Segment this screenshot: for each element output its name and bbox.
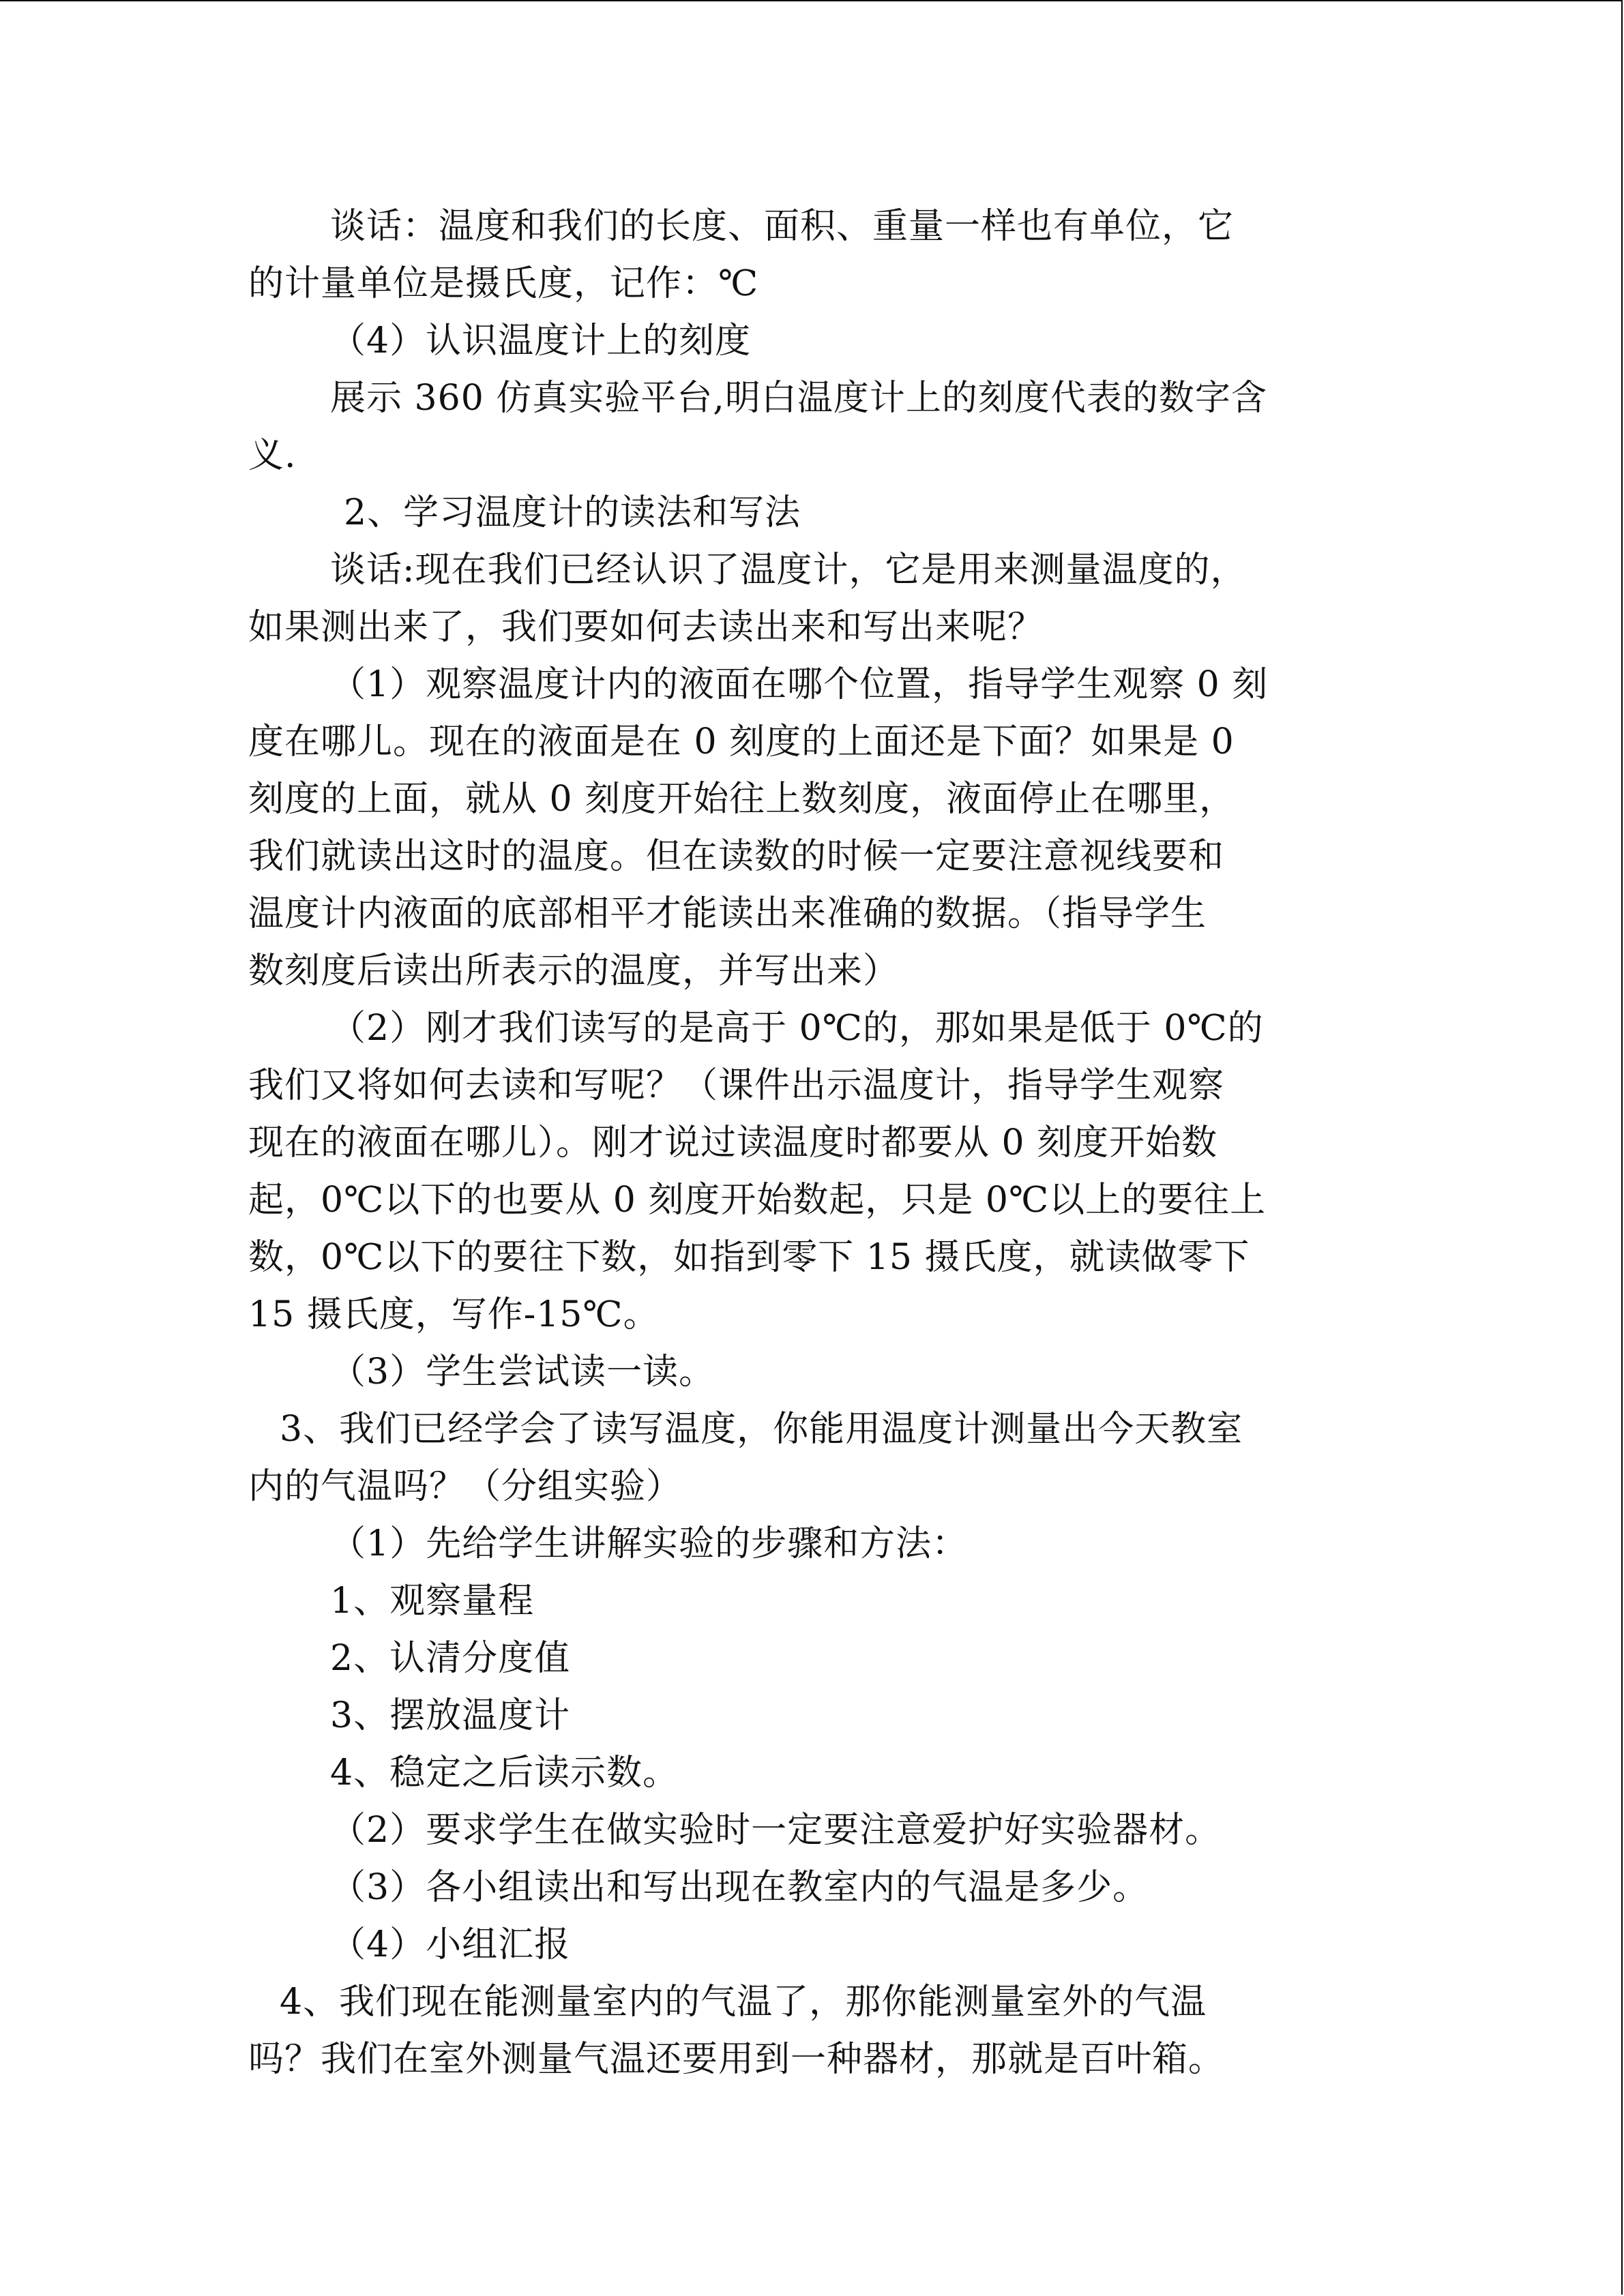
paragraph-line: （2）要求学生在做实验时一定要注意爱护好实验器材。	[330, 1810, 1222, 1851]
paragraph-line: 现在的液面在哪儿）。刚才说过读温度时都要从 0 刻度开始数	[248, 1122, 1218, 1163]
paragraph-line: （3）学生尝试读一读。	[330, 1352, 715, 1392]
paragraph-line: 刻度的上面，就从 0 刻度开始往上数刻度，液面停止在哪里，	[248, 779, 1236, 820]
paragraph-line: 展示 360 仿真实验平台,明白温度计上的刻度代表的数字含	[330, 378, 1267, 419]
paragraph-line: （2）刚才我们读写的是高于 0℃的，那如果是低于 0℃的	[330, 1008, 1264, 1049]
paragraph-line: （1）先给学生讲解实验的步骤和方法：	[330, 1523, 969, 1564]
paragraph-line: 数刻度后读出所表示的温度，并写出来）	[248, 951, 900, 992]
paragraph-line: 数，0℃以下的要往下数，如指到零下 15 摄氏度，就读做零下	[248, 1237, 1250, 1278]
document-body	[248, 198, 1374, 2088]
paragraph-line: 义.	[248, 435, 297, 476]
paragraph-line: 谈话：温度和我们的长度、面积、重量一样也有单位，它	[330, 206, 1235, 247]
section-heading: 2、学习温度计的读法和写法	[344, 492, 801, 533]
paragraph-line: （4）认识温度计上的刻度	[330, 320, 752, 361]
paragraph-line: 温度计内液面的底部相平才能读出来准确的数据。（指导学生	[248, 893, 1207, 934]
paragraph-line: 谈话:现在我们已经认识了温度计，它是用来测量温度的，	[330, 550, 1247, 591]
section-heading: 4、我们现在能测量室内的气温了，那你能测量室外的气温	[280, 1982, 1207, 2023]
paragraph-line: 15 摄氏度，写作-15℃。	[248, 1294, 660, 1335]
paragraph-line: 我们又将如何去读和写呢？（课件出示温度计，指导学生观察	[248, 1065, 1225, 1106]
paragraph-line: 吗？我们在室外测量气温还要用到一种器材，那就是百叶箱。	[248, 2039, 1225, 2080]
paragraph-line: 起，0℃以下的也要从 0 刻度开始数起，只是 0℃以上的要往上	[248, 1180, 1267, 1221]
paragraph-line: （3）各小组读出和写出现在教室内的气温是多少。	[330, 1867, 1149, 1908]
list-item: 4、稳定之后读示数。	[330, 1753, 679, 1793]
paragraph-line: 我们就读出这时的温度。但在读数的时候一定要注意视线要和	[248, 836, 1225, 877]
list-item: 2、认清分度值	[330, 1638, 571, 1679]
list-item: 1、观察量程	[330, 1581, 535, 1622]
paragraph-line: 如果测出来了，我们要如何去读出来和写出来呢？	[248, 607, 1044, 648]
paragraph-line: （4）小组汇报	[330, 1924, 571, 1965]
paragraph-line: （1）观察温度计内的液面在哪个位置，指导学生观察 0 刻	[330, 664, 1269, 705]
paragraph-line: 内的气温吗？（分组实验）	[248, 1466, 683, 1507]
paragraph-line: 的计量单位是摄氏度，记作：℃	[248, 263, 759, 304]
paragraph-line: 度在哪儿。现在的液面是在 0 刻度的上面还是下面？如果是 0	[248, 721, 1235, 762]
list-item: 3、摆放温度计	[330, 1695, 571, 1736]
section-heading: 3、我们已经学会了读写温度，你能用温度计测量出今天教室	[280, 1409, 1243, 1450]
